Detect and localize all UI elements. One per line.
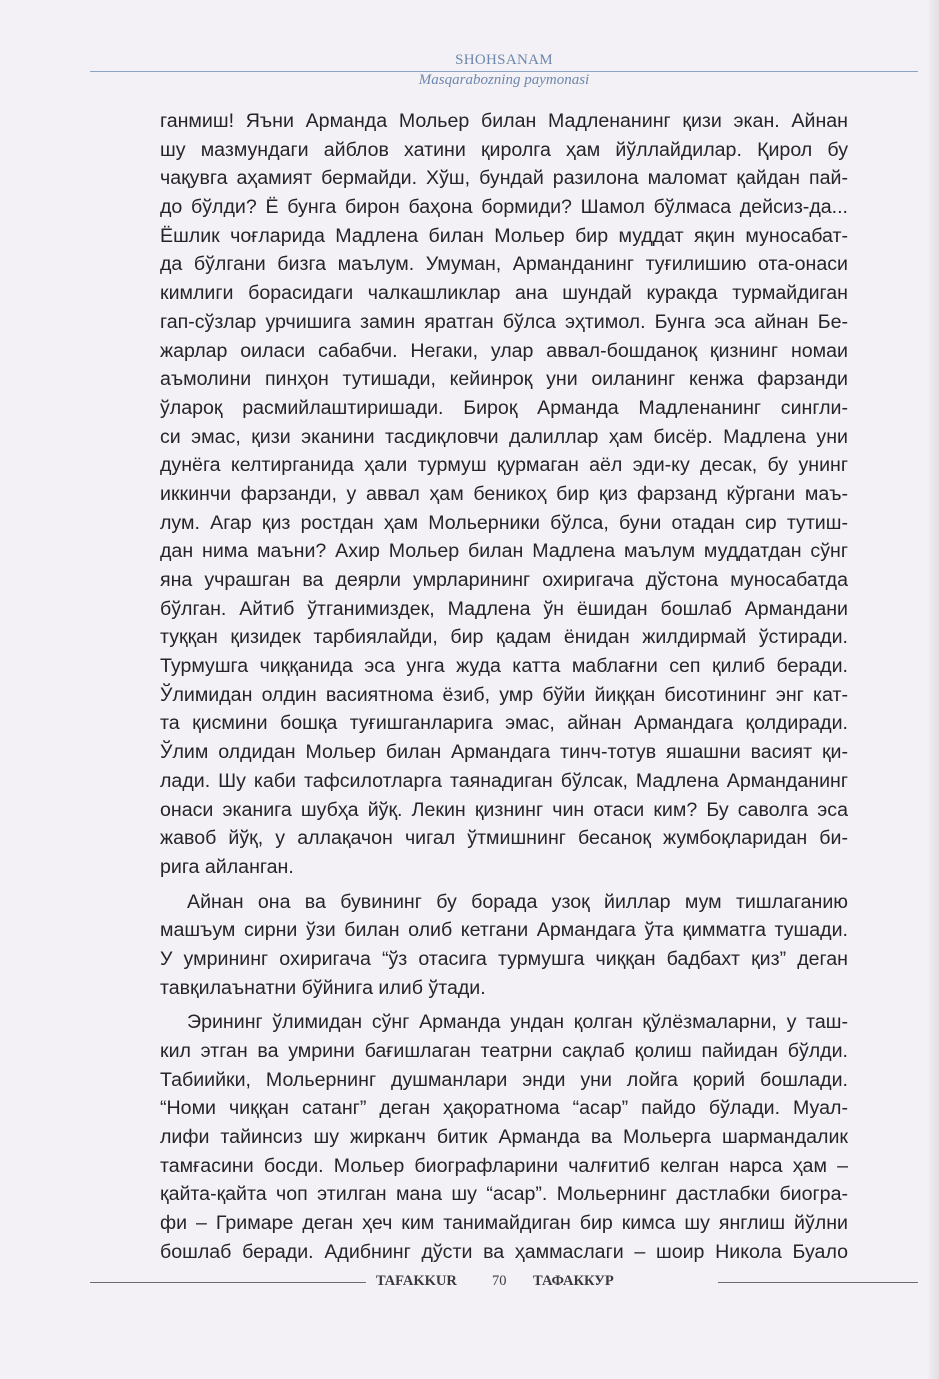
text-line: Айнан она ва бувининг бу борада узоқ йиллар мум тишлаганию [187, 890, 848, 913]
text-line: лади. Шу каби тафсилотларга таянадиган бўлсак, Мадлена Арманданинг [160, 769, 848, 792]
text-line: до бўлди? Ё бунга бирон баҳона бормиди? Шамол бўлмаса дейсиз-да... [160, 196, 848, 219]
running-header [90, 48, 918, 92]
text-line: Эрининг ўлимидан сўнг Арманда ундан қолган қўлёзмаларни, у таш- [187, 1011, 848, 1034]
text-line: ганмиш! Яъни Арманда Мольер билан Мадленанинг қизи экан. Айнан [160, 110, 848, 132]
text-line: Турмушга чиққанида эса унга жуда катта маблағни сеп қилиб беради. [160, 655, 848, 678]
text-line: лум. Агар қиз ростдан ҳам Мольерники бўлса, буни отадан сир тутиш- [160, 511, 848, 534]
text-line: жавоб йўқ, у аллақачон чигал ўтмишнинг бесаноқ жумбоқларидан би- [160, 827, 848, 850]
footer-journal-cyrillic: ТАФАККУР [533, 1273, 614, 1289]
text-line: си эмас, қизи эканини тасдиқловчи далиллар ҳам бисёр. Мадлена уни [160, 425, 848, 448]
text-line: машъум сирни ўзи билан олиб кетгани Армандага ўта қимматга тушади. [160, 919, 848, 942]
page-number: 70 [492, 1273, 507, 1289]
text-line: Ўлим олдидан Мольер билан Армандага тинч-тотув яшашни васият қи- [160, 741, 848, 764]
text-line: дунёга келтирганида ҳали турмуш қурмаган аёл эди-ку десак, бу унинг [160, 454, 848, 477]
text-line: рига айланган. [160, 855, 294, 878]
text-line: Табиийки, Мольернинг душманлари энди уни лойга қорий бошлади. [160, 1068, 848, 1091]
text-line: лифи тайинсиз шу жирканч битик Арманда ва Мольерга шармандалик [160, 1126, 848, 1149]
text-line: фи – Гримаре деган ҳеч ким танимайдиган бир кимса шу янглиш йўлни [160, 1212, 848, 1235]
page-edge [929, 0, 939, 1379]
header-subtitle: Masqarabozning paymonasi [418, 72, 590, 88]
text-line: кимлиги борасидаги чалкашликлар ана шундай куракда турмайдиган [160, 282, 848, 305]
text-line: Ўлимидан олдин васиятнома ёзиб, умр бўйи йиққан бисотининг энг кат- [160, 683, 848, 706]
text-line: аъмолини пинҳон тутишади, кейинроқ уни оиланинг кенжа фарзанди [160, 368, 848, 391]
text-line: да бўлгани бизга маълум. Умуман, Арманданинг туғилишию ота-онаси [160, 253, 848, 276]
text-line: шу мазмундаги айблов хатини қиролга ҳам йўллайдилар. Қирол бу [160, 138, 848, 161]
text-line: онаси эканига шубҳа йўқ. Лекин қизнинг чин отаси ким? Бу саволга эса [160, 798, 848, 821]
text-line: иккинчи фарзанди, у аввал ҳам беникоҳ бир қиз фарзанд кўргани маъ- [160, 482, 848, 505]
text-line: чақувга аҳамият бермайди. Хўш, бундай разилона маломат қайдан пай- [160, 167, 848, 190]
paragraph [160, 888, 848, 1003]
footer-rule-right [718, 1282, 918, 1283]
text-line: яна учрашган ва деярли умрларининг охиригача дўстона муносабатда [160, 569, 848, 591]
text-line: қайта-қайта чоп этилган мана шу “асар”. Мольернинг дастлабки биогра- [160, 1183, 848, 1206]
text-line: бўлган. Айтиб ўтганимиздек, Мадлена ўн ёшидан бошлаб Армандани [160, 597, 848, 620]
text-line: тамғасини босди. Мольер биографларини чалғитиб келган нарса ҳам – [160, 1154, 848, 1177]
body-text [160, 107, 848, 1267]
text-line: гап-сўзлар урчишига замин яратган бўлса эҳтимол. Бунга эса айнан Бе- [160, 310, 848, 333]
footer-rule-left [90, 1282, 366, 1283]
text-line: У умрининг охиригача “ўз отасига турмушга чиққан бадбахт қиз” деган [160, 947, 848, 970]
text-line: Ёшлик чоғларида Мадлена билан Мольер бир муддат яқин муносабат- [160, 224, 848, 247]
text-line: жарлар оиласи сабабчи. Негаки, улар аввал-бошданоқ қизнинг номаи [160, 339, 848, 362]
text-line: дан нима маъни? Ахир Мольер билан Мадлена маълум муддатдан сўнг [160, 540, 848, 563]
text-line: туққан қизидек тарбиялайди, бир қадам ёнидан жилдирмай ўстиради. [160, 626, 848, 649]
running-footer [90, 1270, 918, 1294]
paragraph [160, 1008, 848, 1266]
text-line: та қисмини бошқа туғишганларига эмас, айнан Армандага қолдиради. [160, 712, 848, 735]
text-line: тавқилаънатни бўйнига илиб ўтади. [160, 976, 486, 999]
text-line: “Номи чиққан сатанг” деган ҳақоратнома “асар” пайдо бўлади. Муал- [160, 1097, 848, 1120]
text-line: бошлаб беради. Адибнинг дўсти ва ҳаммаслаги – шоир Никола Буало [160, 1240, 848, 1263]
footer-journal-latin: TAFAKKUR [376, 1273, 457, 1289]
text-line: кил этган ва умрини бағишлаган театрни сақлаб қолиш пайидан бўлди. [160, 1040, 848, 1062]
header-title: SHOHSANAM [455, 52, 553, 68]
text-line: ўларoқ расмийлаштиришади. Бироқ Арманда Мадленанинг сингли- [160, 396, 848, 419]
paragraph [160, 107, 848, 882]
